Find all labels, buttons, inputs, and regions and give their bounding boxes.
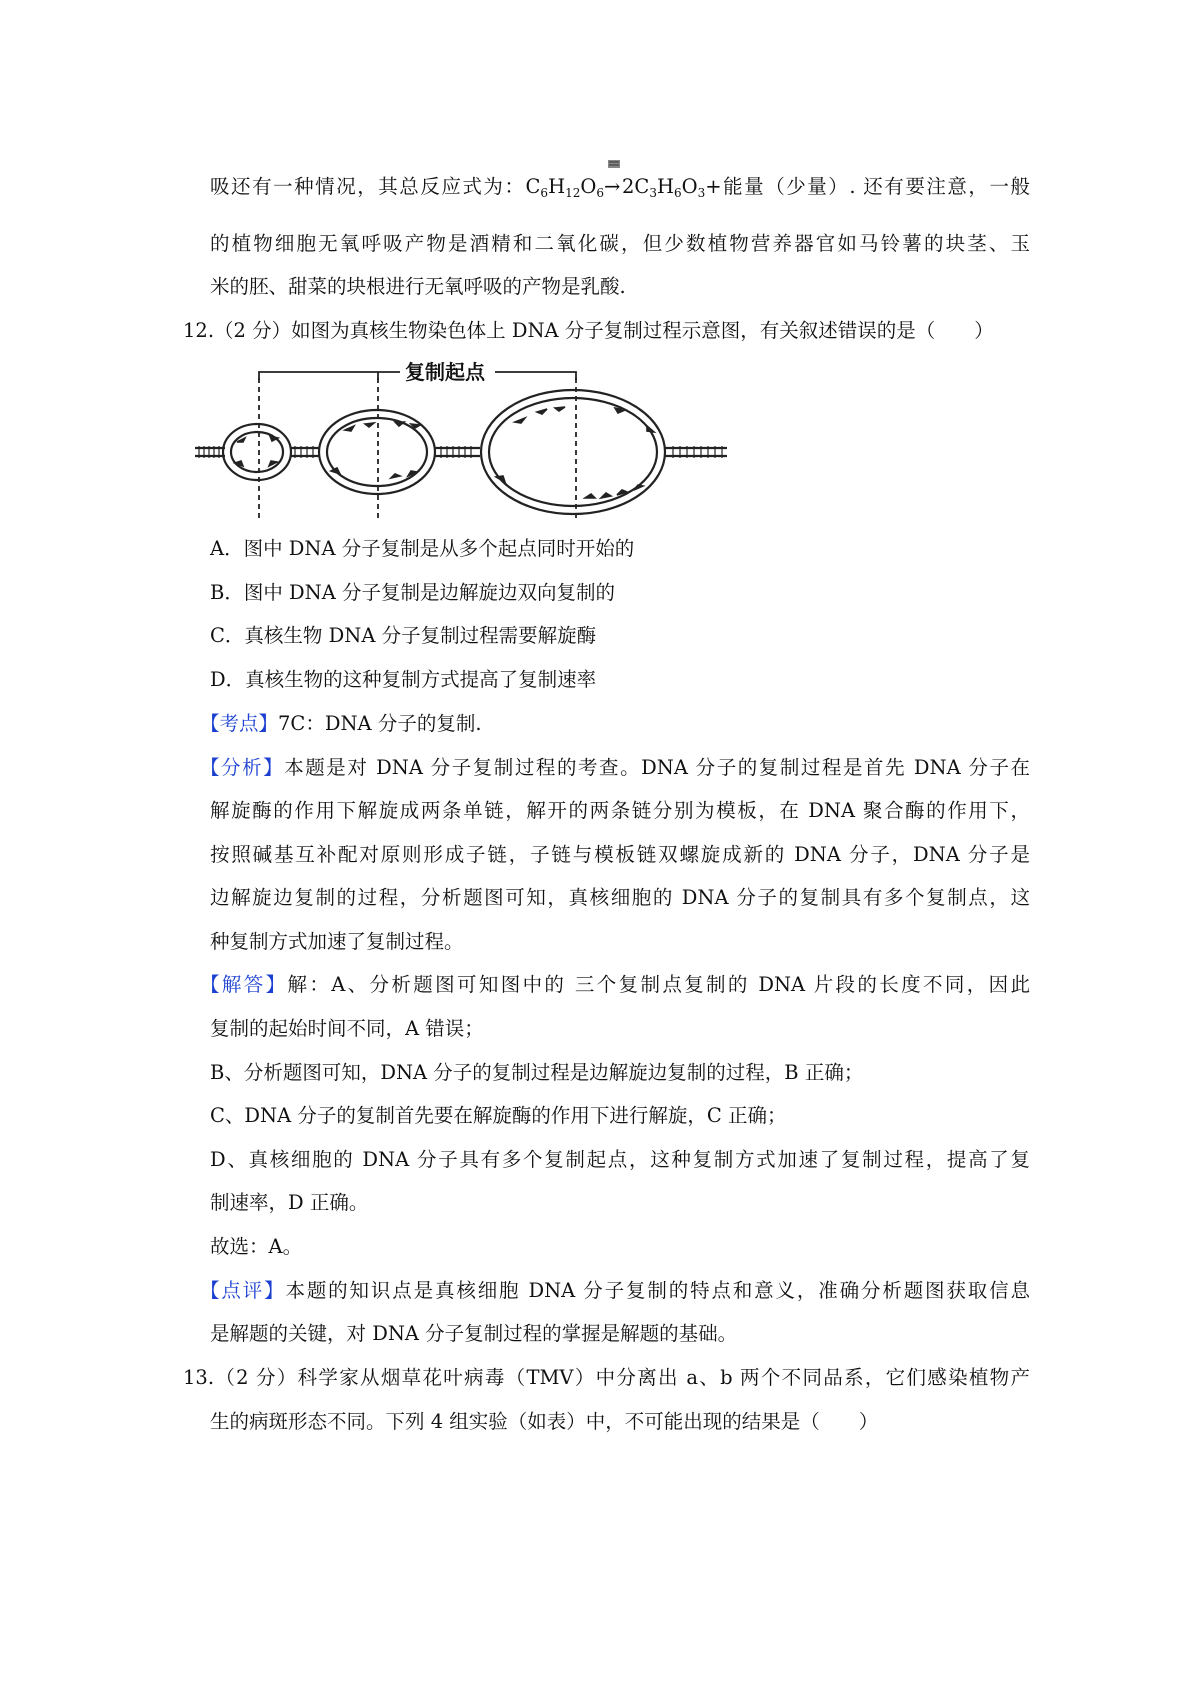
fenxi-line-3: 按照碱基互补配对原则形成子链，子链与模板链双螺旋成新的 DNA 分子，DNA 分子是: [210, 843, 1030, 866]
enzyme-arrow-icon: →: [604, 174, 622, 200]
option-d: D．真核生物的这种复制方式提高了复制速率: [210, 668, 597, 691]
jieda-line-5: D、真核细胞的 DNA 分子具有多个复制起点，这种复制方式加速了复制过程，提高了复: [210, 1148, 1030, 1171]
jieda-text-1: 解：A、分析题图可知图中的 三个复制点复制的 DNA 片段的长度不同，因此: [287, 973, 1030, 996]
dianping-text-1: 本题的知识点是真核细胞 DNA 分子复制的特点和意义，准确分析题图获取信息: [285, 1279, 1030, 1302]
jieda-tag: 【解答】: [200, 973, 288, 996]
fenxi-text-1: 本题是对 DNA 分子复制过程的考查。DNA 分子的复制过程是首先 DNA 分子在: [284, 756, 1030, 779]
option-c: C．真核生物 DNA 分子复制过程需要解旋酶: [210, 624, 597, 647]
kaodian-line: [200, 711, 1020, 737]
option-a: A．图中 DNA 分子复制是从多个起点同时开始的: [210, 537, 635, 560]
intro-line-3: 米的胚、甜菜的块根进行无氧呼吸的产物是乳酸.: [210, 275, 626, 298]
fenxi-tag: 【分析】: [200, 756, 285, 779]
intro-line-2: 的植物细胞无氧呼吸产物是酒精和二氧化碳，但少数植物营养器官如马铃薯的块茎、玉: [210, 232, 1030, 255]
jieda-line-1: [200, 972, 1030, 998]
figure-label-origin: 复制起点: [405, 360, 485, 384]
question-13-stem-1: 13.（2 分）科学家从烟草花叶病毒（TMV）中分离出 a、b 两个不同品系，它们感染植物产: [183, 1366, 1030, 1389]
dianping-tag: 【点评】: [200, 1279, 286, 1302]
jieda-line-3: B、分析题图可知，DNA 分子的复制过程是边解旋边复制的过程，B 正确；: [210, 1061, 864, 1084]
jieda-line-4: C、DNA 分子的复制首先要在解旋酶的作用下进行解旋，C 正确；: [210, 1104, 787, 1127]
answer-line: 故选：A。: [210, 1235, 303, 1258]
jieda-line-6: 制速率，D 正确。: [210, 1191, 369, 1214]
dianping-line-1: [200, 1278, 1030, 1304]
question-13-stem-2: 生的病斑形态不同。下列 4 组实验（如表）中，不可能出现的结果是（ ）: [210, 1410, 879, 1433]
fenxi-line-4: 边解旋边复制的过程，分析题图可知，真核细胞的 DNA 分子的复制具有多个复制点，这: [210, 886, 1030, 909]
option-b: B．图中 DNA 分子复制是边解旋边双向复制的: [210, 581, 616, 604]
jieda-line-2: 复制的起始时间不同，A 错误；: [210, 1017, 484, 1040]
chemical-formula: $C_6H_{12}O_6$ $\to 2C_3H_6O_3$: [526, 174, 706, 206]
kaodian-text: 7C：DNA 分子的复制.: [278, 712, 482, 735]
intro-text-after: +能量（少量）. 还有要注意，一般: [705, 175, 1030, 198]
question-12-stem: 12.（2 分）如图为真核生物染色体上 DNA 分子复制过程示意图，有关叙述错误的是（ ）: [183, 319, 994, 342]
fenxi-line-2: 解旋酶的作用下解旋成两条单链，解开的两条链分别为模板，在 DNA 聚合酶的作用下，: [210, 799, 1030, 822]
fenxi-line-1: [200, 755, 1030, 781]
dna-replication-figure: [195, 352, 735, 524]
intro-line-1: [210, 174, 1030, 206]
dianping-line-2: 是解题的关键，对 DNA 分子复制过程的掌握是解题的基础。: [210, 1322, 738, 1345]
fenxi-line-5: 种复制方式加速了复制过程。: [210, 930, 464, 953]
intro-text-before: 吸还有一种情况，其总反应式为：: [210, 175, 526, 198]
kaodian-tag: 【考点】: [200, 712, 279, 735]
